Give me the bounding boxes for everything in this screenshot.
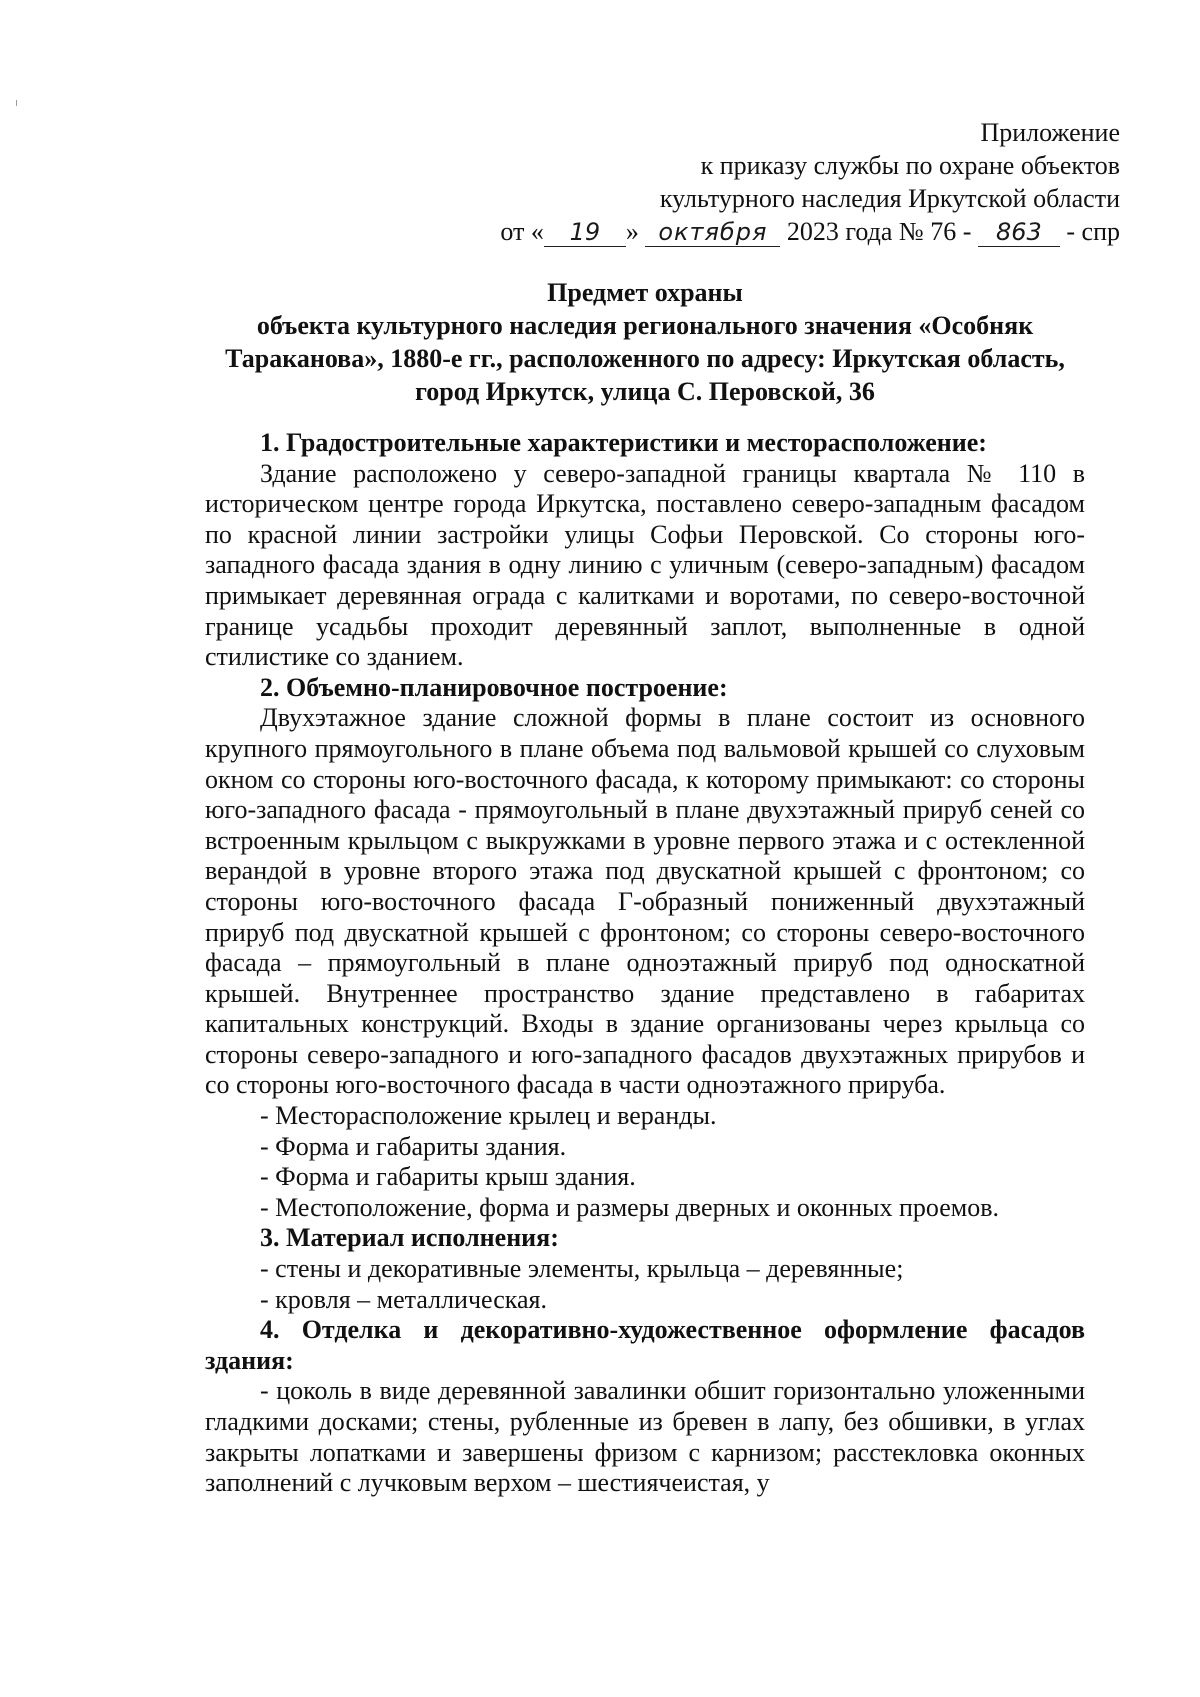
section-4-text: - цоколь в виде деревянной завалинки обшит горизонтально уложенными гладкими досками; стены, рубленные из бревен в лапу, без обшивки, в углах закрыты лопатками и завершены фризом с карнизом; расстекловка оконных заполнений с лучковым верхом – шестиячеистая, у xyxy=(205,1376,1085,1498)
appendix-header xyxy=(420,116,1120,248)
section-2-item: - Форма и габариты здания. xyxy=(260,1131,567,1161)
section-1-heading: 1. Градостроительные характеристики и месторасположение: xyxy=(260,428,987,457)
handwritten-month: октября xyxy=(645,218,780,247)
section-2-item: - Месторасположение крылец и веранды. xyxy=(260,1101,717,1131)
appendix-label: Приложение xyxy=(980,118,1120,147)
section-2-text: Двухэтажное здание сложной формы в плане состоит из основного крупного прямоугольного в плане объема под вальмовой крышей со слуховым окном со стороны юго-восточного фасада, к которому примыкают: со стороны юго-западного фасада - прямоугольный в плане двухэтажный прируб сеней со встроенным крыльцом с выкружками в уровне первого этажа и с остекленной верандой в уровне второго этажа под двускатной крышей с фронтоном; со стороны юго-восточного фасада Г-образный пониженный двухэтажный прируб под двускатной крышей с фронтоном; со стороны северо-восточного фасада – прямоугольный в плане одноэтажный прируб под односкатной крышей. Внутреннее пространство здание представлено в габаритах капитальных конструкций. Входы в здание организованы через крыльца со стороны северо-западного и юго-западного фасадов двухэтажных прирубов и со стороны юго-восточного фасада в части одноэтажного прируба. xyxy=(205,703,1085,1100)
date-prefix: от « xyxy=(500,217,544,246)
section-2-heading: 2. Объемно-планировочное построение: xyxy=(260,672,728,702)
title-line-3: Тараканова», 1880-е гг., расположенного по адресу: Иркутская область, xyxy=(225,344,1065,373)
handwritten-order-number: 863 xyxy=(978,218,1060,247)
date-year-text: 2023 года № 76 - xyxy=(786,217,972,246)
document-body xyxy=(205,428,1085,1499)
section-1-text: Здание расположено у северо-западной границы квартала № 110 в историческом центре города Иркутска, поставлено северо-западным фасадом по красной линии застройки улицы Софьи Перовской. Со стороны юго-западного фасада здания в одну линию с уличным (северо-западным) фасадом примыкает деревянная ограда с калитками и воротами, по северо-восточной границе усадьбы проходит деревянный заплот, выполненные в одной стилистике со зданием. xyxy=(205,458,1085,672)
scan-artifact xyxy=(16,100,17,106)
document-title xyxy=(205,276,1085,408)
section-2-item: - Форма и габариты крыш здания. xyxy=(260,1162,636,1192)
section-4-heading: 4. Отделка и декоративно-художественное оформление фасадов здания: xyxy=(205,1315,1085,1375)
order-reference-line-1: к приказу службы по охране объектов xyxy=(700,151,1120,180)
handwritten-day: 19 xyxy=(544,218,626,247)
section-3-heading: 3. Материал исполнения: xyxy=(260,1223,559,1253)
section-3-item: - стены и декоративные элементы, крыльца – деревянные; xyxy=(260,1254,904,1284)
section-2-item: - Местоположение, форма и размеры дверных и оконных проемов. xyxy=(260,1192,999,1222)
title-line-4: город Иркутск, улица С. Перовской, 36 xyxy=(415,377,875,406)
date-mid: » xyxy=(625,217,639,246)
order-reference-line-2: культурного наследия Иркутской области xyxy=(659,184,1120,213)
section-3-item: - кровля – металлическая. xyxy=(260,1284,548,1314)
order-date-line xyxy=(420,215,1120,248)
title-line-2: объекта культурного наследия регионального значения «Особняк xyxy=(256,311,1034,340)
order-suffix: - спр xyxy=(1066,217,1120,246)
title-line-1: Предмет охраны xyxy=(547,278,743,307)
